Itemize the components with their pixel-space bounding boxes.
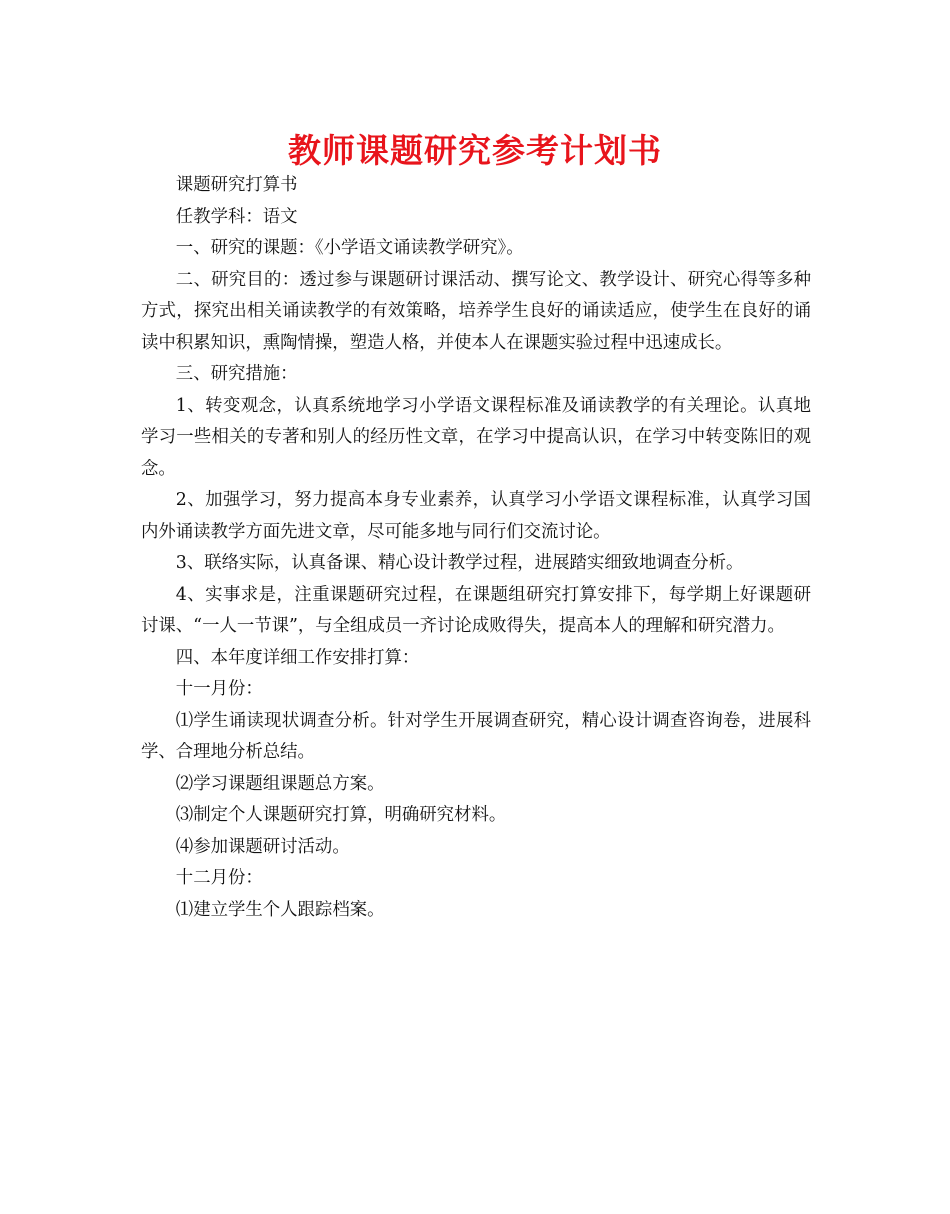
paragraph-measure-4: 4、实事求是，注重课题研究过程，在课题组研究打算安排下，每学期上好课题研讨课、“一人一节课”，与全组成员一齐讨论成败得失，提高本人的理解和研究潜力。 [141, 584, 811, 636]
paragraph-topic: 一、研究的课题：《小学语文诵读教学研究》。 [175, 238, 524, 258]
paragraph-measures-heading: 三、研究措施： [175, 364, 298, 384]
paragraph-november-item-3: ⑶制定个人课题研究打算，明确研究材料。 [175, 805, 507, 825]
document-body [141, 170, 811, 926]
paragraph-plan-heading: 四、本年度详细工作安排打算： [175, 647, 420, 668]
paragraph-november-item-2: ⑵学习课题组课题总方案。 [175, 773, 385, 794]
paragraph-measure-3: 3、联络实际，认真备课、精心设计教学过程，进展踏实细致地调查分析。 [175, 553, 744, 573]
paragraph-november-item-4: ⑷参加课题研讨活动。 [175, 836, 350, 857]
paragraph-purpose: 二、研究目的：透过参与课题研讨课活动、撰写论文、教学设计、研究心得等多种方式，探究出相关诵读教学的有效策略，培养学生良好的诵读适应，使学生在良好的诵读中积累知识，熏陶情操，塑造人格，并使本人在课题实验过程中迅速成长。 [141, 269, 811, 353]
paragraph-measure-2: 2、加强学习，努力提高本身专业素养，认真学习小学语文课程标准，认真学习国内外诵读教学方面先进文章，尽可能多地与同行们交流讨论。 [141, 490, 811, 542]
paragraph-november: 十一月份： [175, 679, 263, 699]
document-title: 教师课题研究参考计划书 [288, 131, 662, 170]
paragraph-december-item-1: ⑴建立学生个人跟踪档案。 [175, 899, 385, 920]
paragraph-measure-1: 1、转变观念，认真系统地学习小学语文课程标准及诵读教学的有关理论。认真地学习一些相关的专著和别人的经历性文章，在学习中提高认识，在学习中转变陈旧的观念。 [141, 395, 811, 479]
paragraph-november-item-1: ⑴学生诵读现状调查分析。针对学生开展调查研究，精心设计调查咨询卷，进展科学、合理地分析总结。 [141, 710, 811, 762]
paragraph-subtitle: 课题研究打算书 [175, 175, 298, 195]
paragraph-december: 十二月份： [175, 868, 263, 888]
paragraph-subject: 任教学科：语文 [175, 206, 298, 227]
